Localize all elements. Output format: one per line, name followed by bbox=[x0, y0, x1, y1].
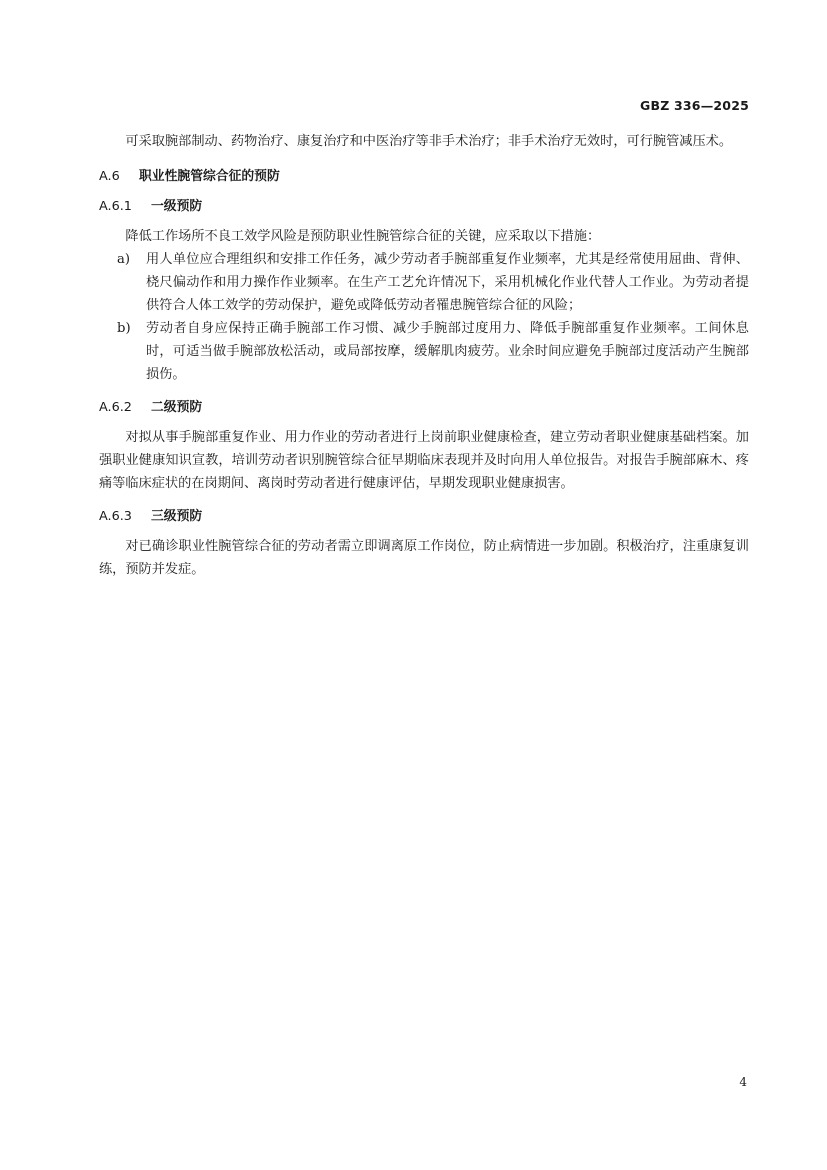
section-heading-a6 bbox=[99, 167, 749, 187]
list-item bbox=[117, 317, 749, 386]
document-body bbox=[99, 130, 749, 581]
list-marker: b) bbox=[117, 321, 131, 336]
section-heading-a62 bbox=[99, 398, 749, 418]
section-number: A.6 bbox=[99, 169, 120, 184]
section-number: A.6.2 bbox=[99, 400, 132, 415]
list-item-text: 劳动者自身应保持正确手腕部工作习惯、减少手腕部过度用力、降低手腕部重复作业频率。工间休息时，可适当做手腕部放松活动，或局部按摩，缓解肌肉疲劳。业余时间应避免手腕部过度活动产生腕部损伤。 bbox=[146, 321, 749, 382]
section-title: 二级预防 bbox=[151, 400, 203, 415]
section-a61-lead: 降低工作场所不良工效学风险是预防职业性腕管综合征的关键，应采取以下措施： bbox=[125, 229, 601, 244]
list-item bbox=[117, 248, 749, 317]
section-a63-text: 对已确诊职业性腕管综合征的劳动者需立即调离原工作岗位，防止病情进一步加剧。积极治疗，注重康复训练，预防并发症。 bbox=[99, 539, 749, 577]
section-title: 一级预防 bbox=[151, 199, 203, 214]
list-item-text: 用人单位应合理组织和安排工作任务，减少劳动者手腕部重复作业频率，尤其是经常使用屈曲、背伸、桡尺偏动作和用力操作作业频率。在生产工艺允许情况下，采用机械化作业代替人工作业。为劳动者提供符合人体工效学的劳动保护，避免或降低劳动者罹患腕管综合征的风险； bbox=[146, 252, 749, 313]
section-title: 职业性腕管综合征的预防 bbox=[139, 169, 280, 184]
section-number: A.6.1 bbox=[99, 199, 132, 214]
intro-paragraph: 可采取腕部制动、药物治疗、康复治疗和中医治疗等非手术治疗；非手术治疗无效时，可行腕管减压术。 bbox=[125, 134, 733, 149]
section-heading-a63 bbox=[99, 507, 749, 527]
document-code: GBZ 336—2025 bbox=[640, 98, 749, 113]
page-number: 4 bbox=[739, 1075, 747, 1089]
section-heading-a61 bbox=[99, 197, 749, 217]
section-number: A.6.3 bbox=[99, 509, 132, 524]
section-a62-text: 对拟从事手腕部重复作业、用力作业的劳动者进行上岗前职业健康检查，建立劳动者职业健康基础档案。加强职业健康知识宣教，培训劳动者识别腕管综合征早期临床表现并及时向用人单位报告。对报告手腕部麻木、疼痛等临床症状的在岗期间、离岗时劳动者进行健康评估，早期发现职业健康损害。 bbox=[99, 430, 749, 491]
list-marker: a) bbox=[117, 252, 131, 267]
section-title: 三级预防 bbox=[151, 509, 203, 524]
